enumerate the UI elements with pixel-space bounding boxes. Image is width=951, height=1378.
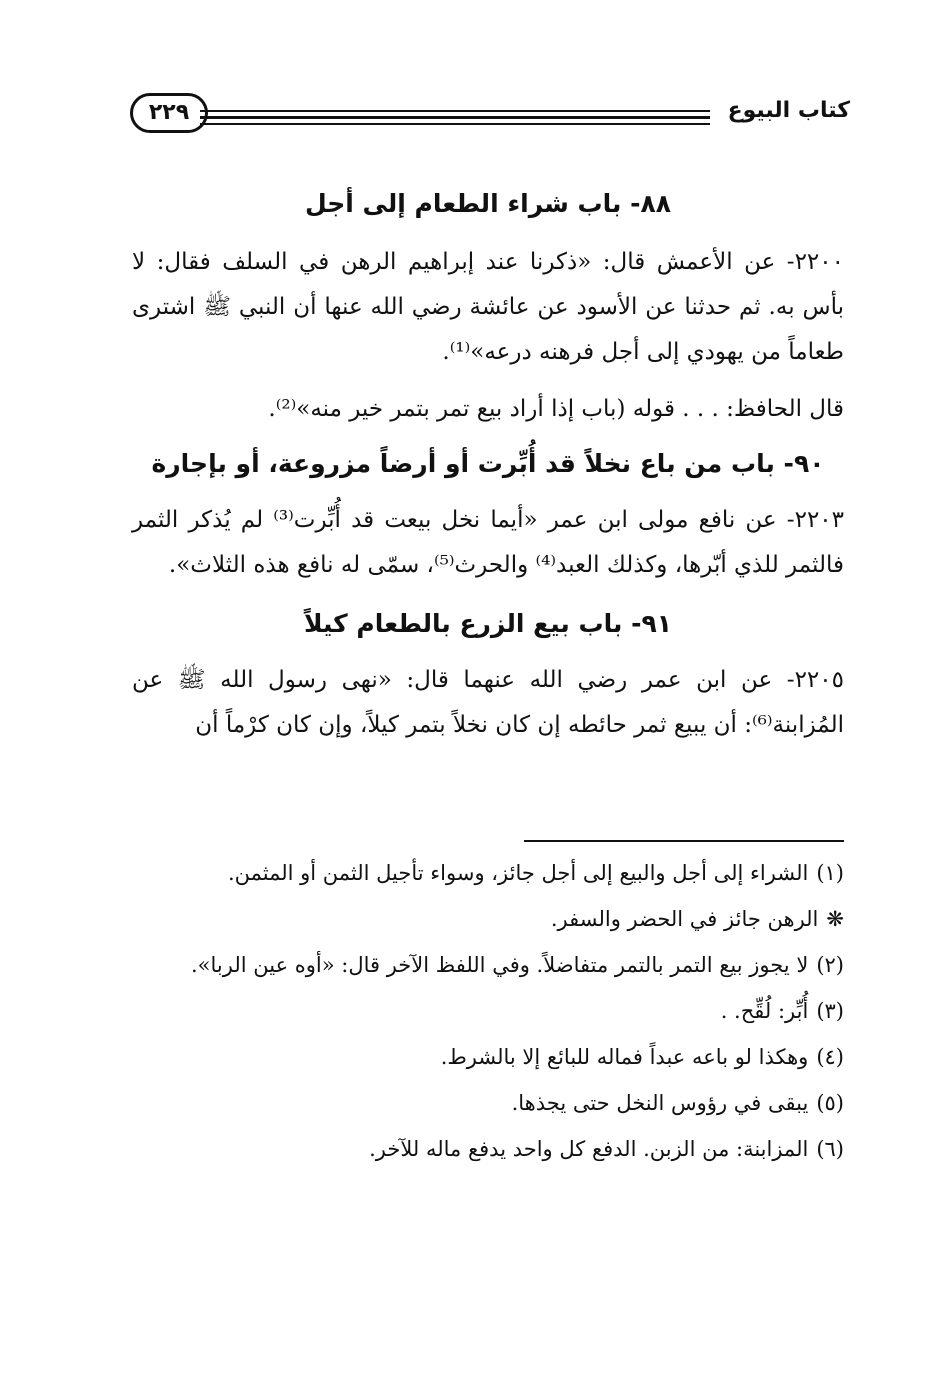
footnote-text: المزابنة: من الزبن. الدفع كل واحد يدفع ماله للآخر.	[369, 1137, 809, 1161]
running-title: كتاب البيوع	[727, 98, 850, 123]
hadith-2203: ٢٢٠٣- عن نافع مولى ابن عمر «أيما نخل بيعت قد أُبِّرت⁽³⁾ لم يُذكر الثمر فالثمر للذي أبّرها، وكذلك العبد⁽⁴⁾ والحرث⁽⁵⁾، سمّى له نافع هذه الثلاث».	[132, 507, 845, 578]
hafiz-note: قال الحافظ: . . . قوله (باب إذا أراد بيع تمر بتمر خير منه»⁽²⁾.	[268, 396, 844, 422]
footnote	[132, 850, 844, 896]
chapter-heading-88: ٨٨- باب شراء الطعام إلى أجل	[304, 189, 672, 218]
footnote-separator	[524, 840, 844, 842]
header-rule	[200, 123, 710, 125]
main-text	[132, 180, 844, 748]
header-rule	[200, 116, 710, 119]
footnote-text: أُبِّر: لُقِّح. .	[720, 999, 809, 1023]
hadith-2200: ٢٢٠٠- عن الأعمش قال: «ذكرنا عند إبراهيم الرهن في السلف فقال: لا بأس به. ثم حدثنا عن الأسود عن عائشة رضي الله عنها أن النبي ﷺ اشترى طعاماً من يهودي إلى أجل فرهنه درعه»⁽¹⁾.	[132, 249, 844, 365]
footnote	[132, 1034, 844, 1080]
page-header	[130, 92, 850, 144]
chapter-heading-91: ٩١- باب بيع الزرع بالطعام كيلاً	[303, 609, 673, 638]
footnote	[132, 1080, 844, 1126]
chapter-heading-90: ٩٠- باب من باع نخلاً قد أُبِّرت أو أرضاً مزروعة، أو بإجارة	[151, 449, 825, 478]
footnote-marker: (٢)	[816, 953, 844, 977]
footnote-text: الشراء إلى أجل والبيع إلى أجل جائز، وسواء تأجيل الثمن أو المثمن.	[227, 861, 809, 885]
footnote-marker: (٦)	[816, 1137, 844, 1161]
footnote-text: وهكذا لو باعه عبداً فماله للبائع إلا بالشرط.	[440, 1045, 809, 1069]
hadith-2205: ٢٢٠٥- عن ابن عمر رضي الله عنهما قال: «نهى رسول الله ﷺ عن المُزابنة⁽⁶⁾: أن يبيع ثمر حائطه إن كان نخلاً بتمر كيلاً، وإن كان كرْماً أن	[132, 667, 844, 738]
footnote-marker: (٤)	[816, 1045, 844, 1069]
footnote-marker: (٥)	[816, 1091, 844, 1115]
footnote	[132, 1126, 844, 1172]
footnote	[132, 896, 844, 942]
footnote-text: لا يجوز بيع التمر بالتمر متفاضلاً. وفي اللفظ الآخر قال: «أوه عين الربا».	[190, 953, 809, 977]
footnote-text: يبقى في رؤوس النخل حتى يجذها.	[511, 1091, 809, 1115]
footnotes	[132, 850, 844, 1172]
asterism-icon: ❋	[826, 907, 844, 931]
footnote-text: الرهن جائز في الحضر والسفر.	[550, 907, 819, 931]
footnote	[132, 988, 844, 1034]
footnote-marker: (٣)	[816, 999, 844, 1023]
header-rule	[200, 110, 710, 112]
page-number: ٢٢٩	[130, 93, 208, 133]
footnote-marker: (١)	[816, 861, 844, 885]
footnote	[132, 942, 844, 988]
